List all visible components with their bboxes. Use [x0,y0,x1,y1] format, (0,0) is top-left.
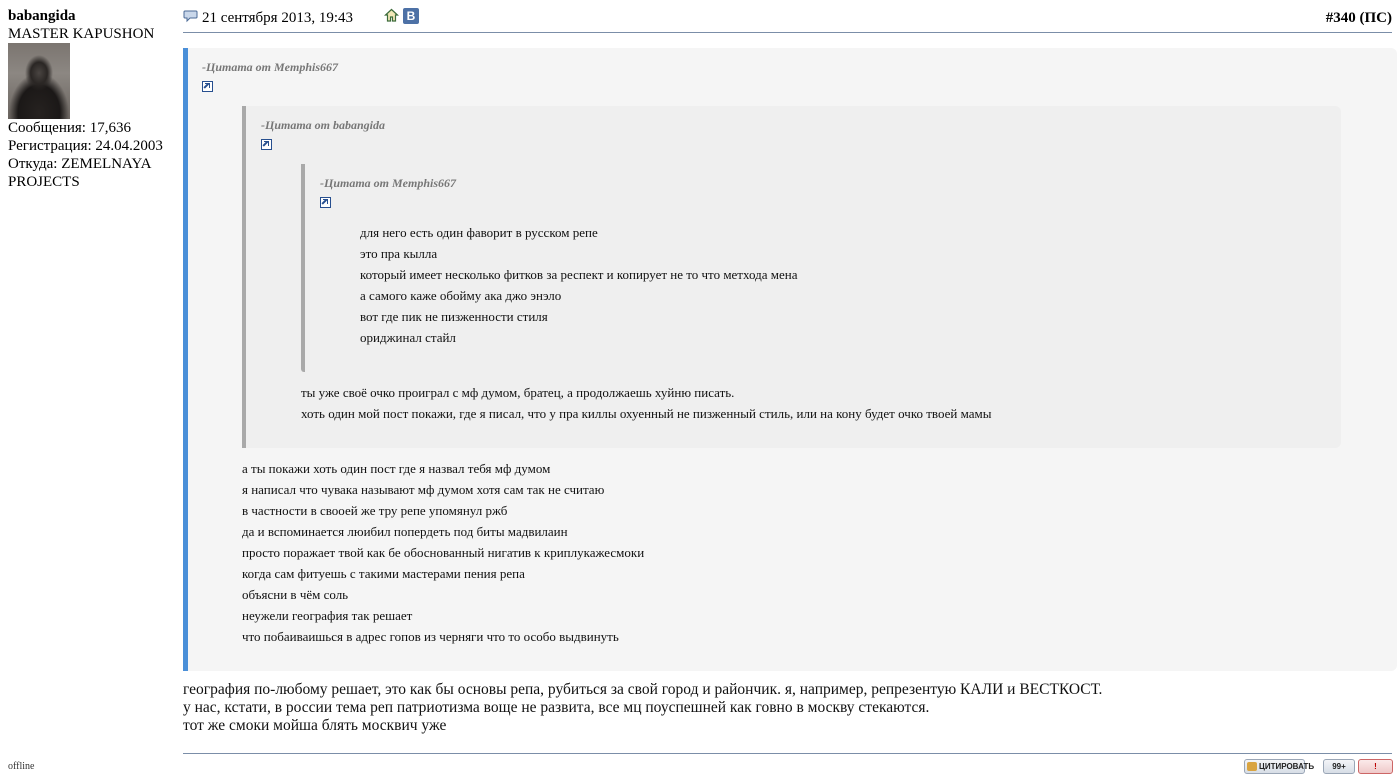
quote-line: это пра кылла [360,246,438,261]
post-number-suffix: (ПС) [1359,10,1392,26]
post-number[interactable] [1326,10,1392,27]
quote-line: просто поражает твой как бе обоснованный нигатив к криплукажесмоки [242,545,645,560]
quote-button-label: ЦИТИРОВАТЬ [1259,762,1315,771]
quote-line: в частности в свооей же тру репе упомянул ржб [242,503,508,518]
quote-line: вот где пик не пизженности стиля [360,309,548,324]
user-info [8,7,180,191]
quote-line: я написал что чувака называют мф думом хотя сам так не считаю [242,482,605,497]
quote-button-icon [1247,762,1257,771]
quote-line: ориджинал стайл [360,330,456,345]
post-body-line: у нас, кстати, в россии тема реп патриотизма воще не развита, все мц поуспешней как говно в москву стекаются. [183,699,930,716]
quote-inner-link-icon[interactable] [320,197,331,208]
quote-inner-text [360,222,797,348]
user-from: Откуда: ZEMELNAYA PROJECTS [8,156,151,190]
report-button[interactable]: ! [1358,759,1393,774]
quote-line: неужели география так решает [242,608,413,623]
quote-line: который имеет несколько фитков за респект и копирует не то что метхода мена [360,267,798,282]
quote-inner-author: -Цитата от Memphis667 [320,176,457,190]
avatar[interactable] [8,43,70,119]
multiquote-button[interactable]: 99+ [1323,759,1355,774]
quote-inner-border [301,164,305,372]
quote-line: а самого каже обойму ака джо энэло [360,288,562,303]
quote-line: ты уже своё очко проиграл с мф думом, братец, а продолжаешь хуйню писать. [301,385,735,400]
quote-line: да и вспоминается люибил попердеть под биты мадвилаин [242,524,568,539]
post-body [183,681,1102,735]
quote-line: а ты покажи хоть один пост где я назвал тебя мф думом [242,461,551,476]
post-header [183,7,1392,33]
quote-line: что побаиваишься в адрес гопов из черняги что то особо выдвинуть [242,629,619,644]
quote-middle-author: -Цитата от babangida [261,118,386,132]
quote-outer-link-icon[interactable] [202,81,213,92]
username[interactable]: babangida [8,8,76,24]
online-status: offline [8,761,35,772]
quote-line: хоть один мой пост покажи, где я писал, что у пра киллы охуенный не пизженный стиль, или на кону будет очко твоей мамы [301,406,992,421]
quote-line: когда сам фитуешь с такими мастерами пения репа [242,566,525,581]
home-icon[interactable] [384,8,399,28]
post-date: 21 сентября 2013, 19:43 [202,10,353,26]
quote-outer-text [242,458,644,647]
user-messages: Сообщения: 17,636 [8,120,131,136]
quote-outer-author: -Цитата от Memphis667 [202,60,339,74]
post-bubble-icon [183,10,198,28]
post-number-value[interactable]: #340 [1325,10,1356,26]
user-title: MASTER KAPUSHON [8,26,155,42]
quote-button[interactable] [1244,759,1315,774]
post-body-line: тот же смоки мойша блять москвич уже [183,717,447,734]
quote-line: объясни в чём соль [242,587,349,602]
vk-share-icon[interactable]: В [403,8,419,24]
user-registered: Регистрация: 24.04.2003 [8,138,163,154]
post-footer-divider [183,753,1392,754]
quote-middle-text [301,382,991,424]
quote-middle-link-icon[interactable] [261,139,272,150]
quote-line: для него есть один фаворит в русском репе [360,225,598,240]
post-body-line: география по-любому решает, это как бы основы репа, рубиться за свой город и райончик. я, например, репрезентую КАЛИ и ВЕСТКОСТ. [183,681,1103,698]
